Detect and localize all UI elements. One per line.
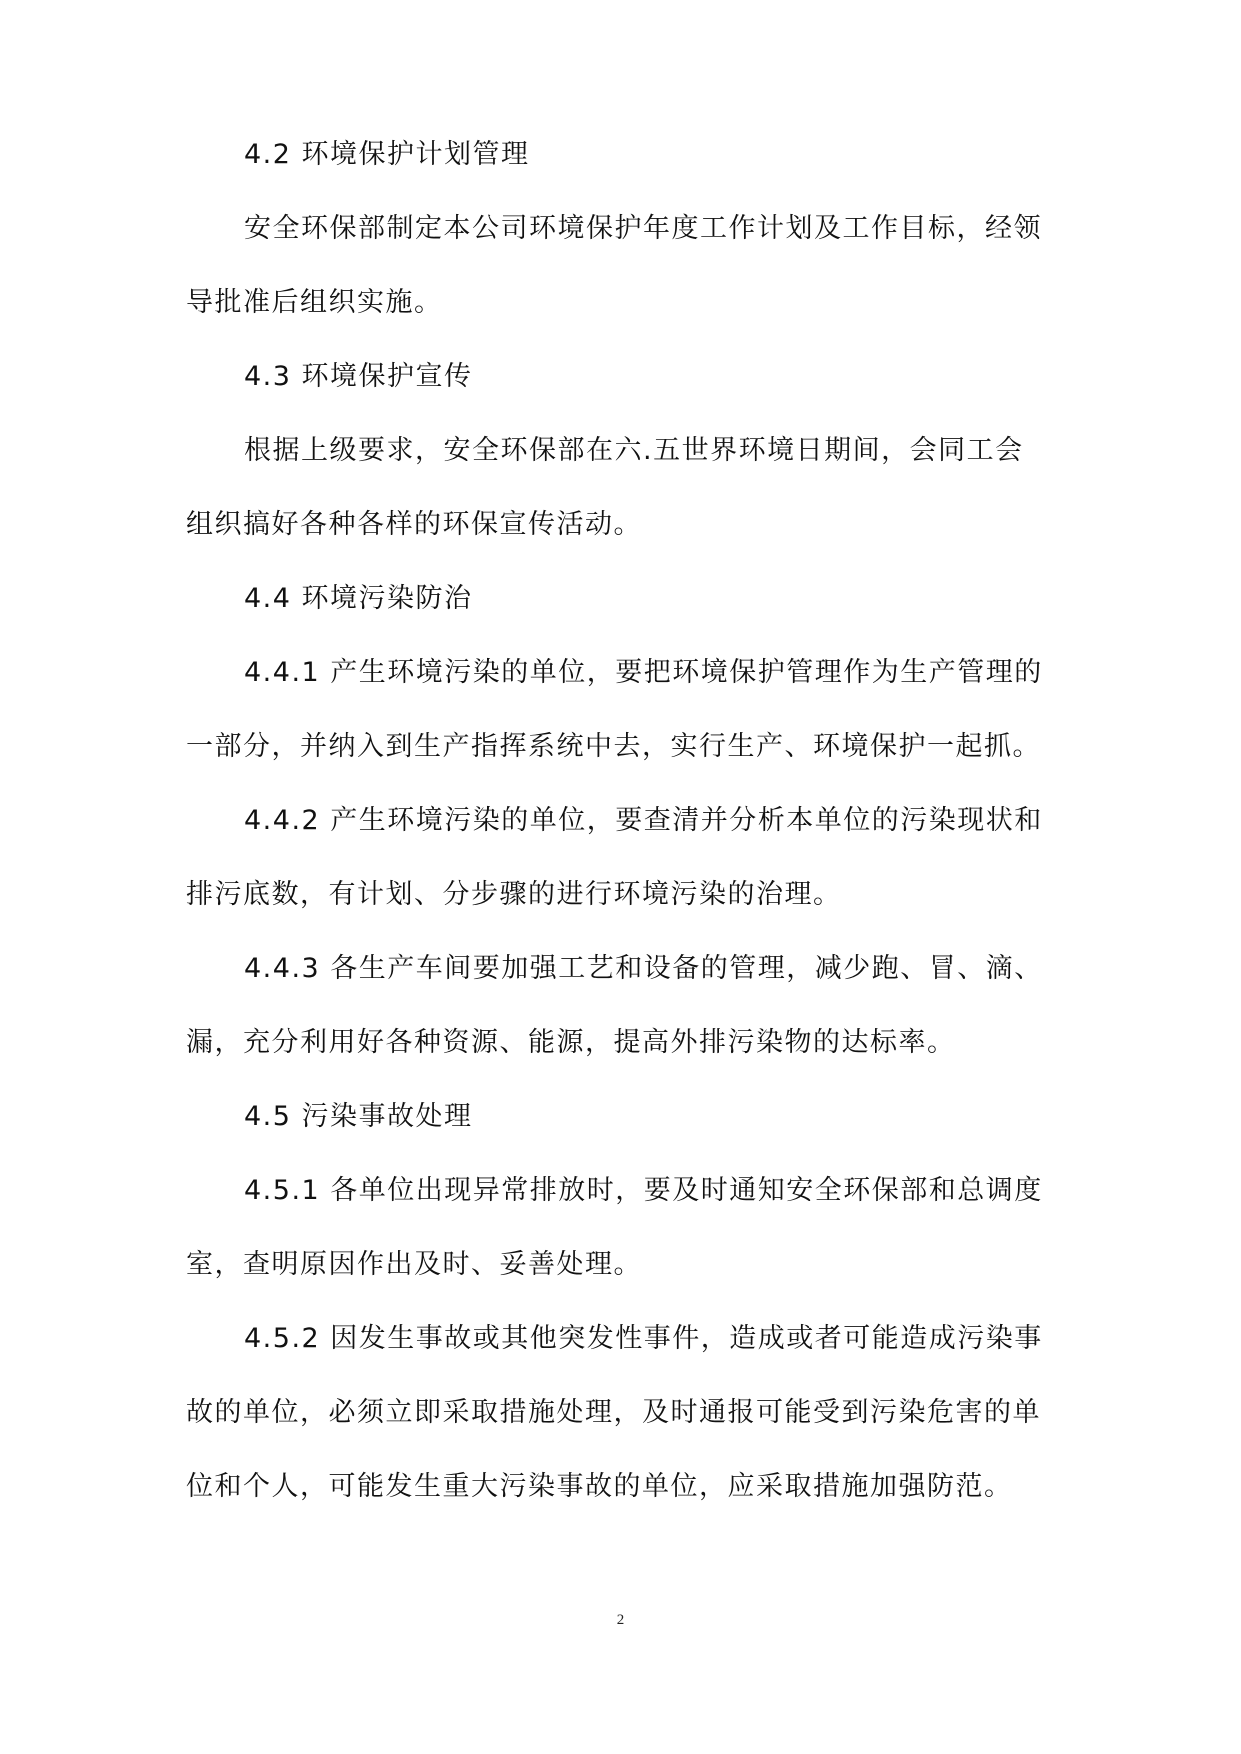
paragraph-line: 漏，充分利用好各种资源、能源，提高外排污染物的达标率。 — [186, 1027, 956, 1058]
paragraph-line: 一部分，并纳入到生产指挥系统中去，实行生产、环境保护一起抓。 — [186, 731, 1041, 762]
heading-4-2: 4.2 环境保护计划管理 — [244, 139, 530, 170]
paragraph-line: 4.4.3 各生产车间要加强工艺和设备的管理，减少跑、冒、滴、 — [244, 953, 1043, 984]
heading-4-4: 4.4 环境污染防治 — [244, 583, 473, 614]
paragraph-line: 故的单位，必须立即采取措施处理，及时通报可能受到污染危害的单 — [186, 1397, 1041, 1428]
paragraph-line: 4.4.2 产生环境污染的单位，要查清并分析本单位的污染现状和 — [244, 805, 1043, 836]
paragraph-line: 排污底数，有计划、分步骤的进行环境污染的治理。 — [186, 879, 842, 910]
paragraph-line: 位和个人，可能发生重大污染事故的单位，应采取措施加强防范。 — [186, 1471, 1013, 1502]
paragraph-line: 4.4.1 产生环境污染的单位，要把环境保护管理作为生产管理的 — [244, 657, 1043, 688]
heading-4-3: 4.3 环境保护宣传 — [244, 361, 473, 392]
paragraph-line: 根据上级要求，安全环保部在六.五世界环境日期间，会同工会 — [244, 435, 1024, 466]
heading-4-5: 4.5 污染事故处理 — [244, 1101, 473, 1132]
page-number: 2 — [616, 1612, 625, 1628]
paragraph-line: 4.5.1 各单位出现异常排放时，要及时通知安全环保部和总调度 — [244, 1175, 1043, 1206]
paragraph-line: 安全环保部制定本公司环境保护年度工作计划及工作目标，经领 — [244, 213, 1042, 244]
paragraph-line: 室，查明原因作出及时、妥善处理。 — [186, 1249, 642, 1280]
paragraph-line: 组织搞好各种各样的环保宣传活动。 — [186, 509, 642, 540]
paragraph-line: 导批准后组织实施。 — [186, 287, 443, 318]
paragraph-line: 4.5.2 因发生事故或其他突发性事件，造成或者可能造成污染事 — [244, 1323, 1043, 1354]
